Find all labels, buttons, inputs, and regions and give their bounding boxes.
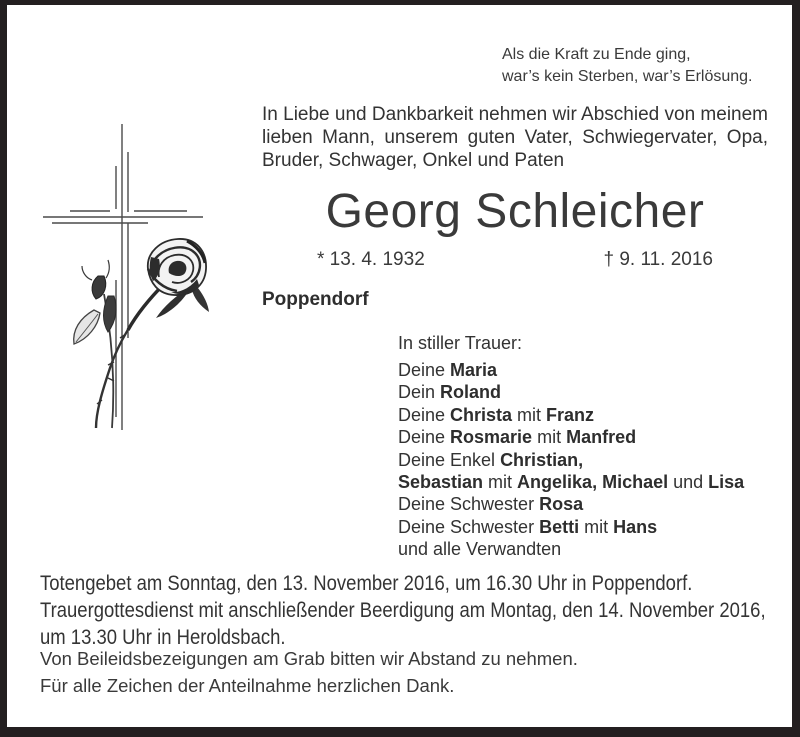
mourner-relation: und	[668, 472, 709, 493]
mourner-name: Christian,	[500, 449, 584, 470]
life-dates	[262, 249, 768, 271]
death-date: † 9. 11. 2016	[603, 249, 713, 270]
closing-text: Von Beileidsbezeigungen am Grab bitten wir Abstand zu nehmen. Für alle Zeichen der Anteilnahme herzlichen Dank.	[40, 648, 578, 696]
mourner-name: Franz	[546, 404, 595, 425]
mourner-line	[398, 359, 744, 381]
mourner-relation: Deine Schwester	[398, 494, 540, 515]
mourner-relation: mit	[483, 472, 518, 493]
mourner-name: Hans	[613, 516, 658, 537]
epigraph: Als die Kraft zu Ende ging, war’s kein Sterben, war’s Erlösung.	[502, 46, 753, 85]
mourner-relation: mit	[512, 404, 547, 425]
mourner-line	[398, 493, 744, 515]
mourner-relation: Deine Schwester	[398, 516, 540, 537]
mourner-relation: mit	[532, 427, 567, 448]
mourner-line	[398, 426, 744, 448]
mourner-name: Roland	[440, 382, 502, 403]
mourner-line	[398, 449, 744, 471]
mourner-relation: mit	[579, 516, 614, 537]
mourner-line	[398, 404, 744, 426]
mourner-line	[398, 381, 744, 403]
mourner-relation: und alle Verwandten	[398, 539, 562, 560]
mourner-name: Betti	[539, 516, 580, 537]
mourner-relation: Deine	[398, 360, 451, 380]
mourner-name: Rosmarie	[450, 427, 533, 448]
mourner-relation: Deine	[398, 404, 451, 425]
cross-with-rose-illustration	[40, 120, 218, 435]
residence: Poppendorf	[262, 289, 369, 310]
mourner-name: Christa	[450, 404, 513, 425]
mourners-list	[398, 359, 744, 561]
mourner-relation: Deine	[398, 427, 451, 448]
mourner-name: Manfred	[566, 427, 637, 448]
mourner-name: Rosa	[539, 494, 584, 515]
birth-date: * 13. 4. 1932	[317, 249, 425, 270]
mourner-name: Angelika, Michael	[517, 472, 669, 493]
mourning-heading: In stiller Trauer:	[398, 333, 523, 353]
mourner-relation: Deine Enkel	[398, 449, 501, 470]
mourner-line	[398, 538, 744, 560]
funeral-notice: Totengebet am Sonntag, den 13. November 2016, um 16.30 Uhr in Poppendorf. Trauergottesdienst mit anschließender Beerdigung am Montag, den 14. November 2016, um 13.30 Uhr in Heroldsbach.	[40, 572, 766, 649]
mourner-name: Sebastian	[398, 472, 484, 493]
intro-text: In Liebe und Dankbarkeit nehmen wir Abschied von meinem lieben Mann, unserem guten Vater, Schwiegervater, Opa, Bruder, Schwager, Onkel und Paten	[262, 104, 768, 171]
mourner-line	[398, 471, 744, 493]
mourner-name: Maria	[450, 360, 498, 380]
mourner-name: Lisa	[708, 472, 745, 493]
deceased-name: Georg Schleicher	[325, 185, 705, 238]
rose-icon	[74, 239, 209, 428]
mourner-relation: Dein	[398, 382, 441, 403]
mourner-line	[398, 516, 744, 538]
